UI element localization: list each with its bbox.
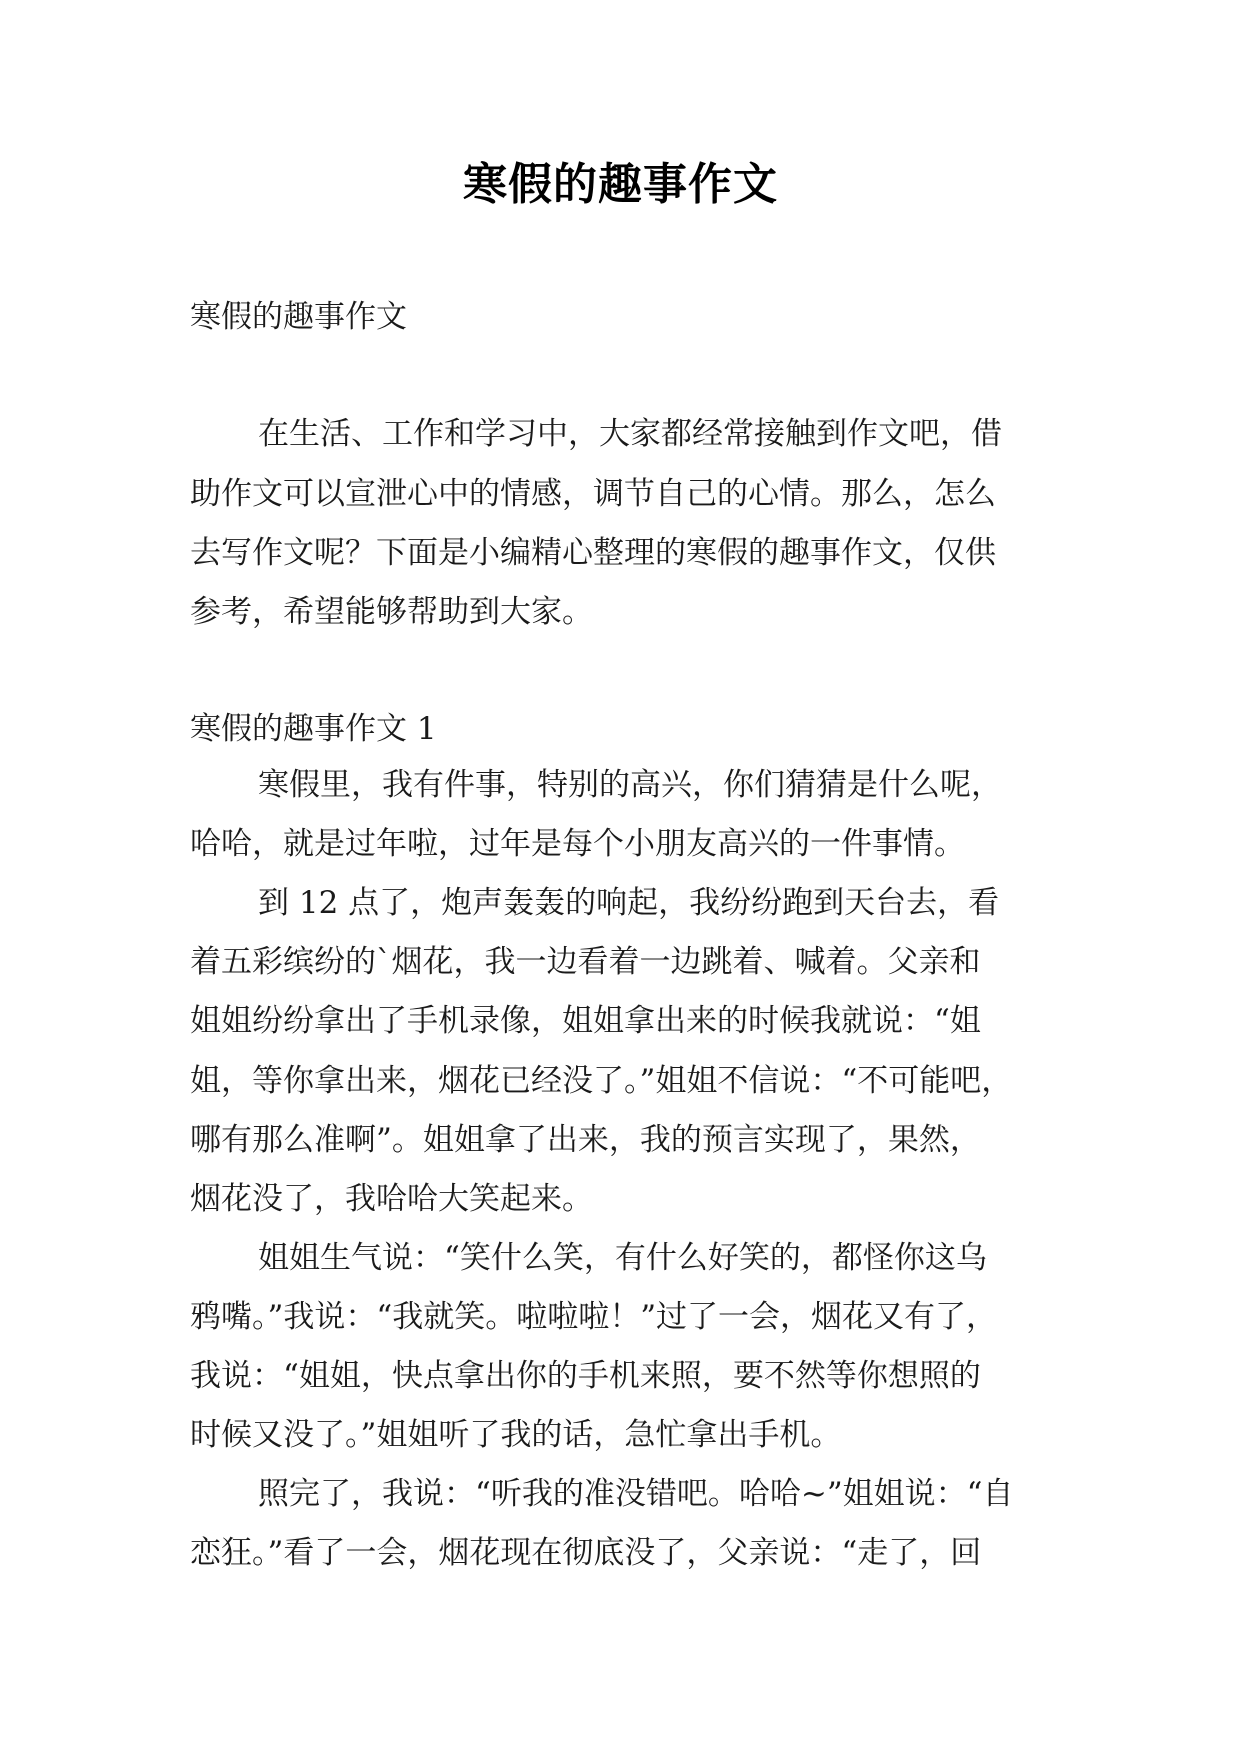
paragraph-line: 姐姐生气说：“笑什么笑，有什么好笑的，都怪你这乌 xyxy=(258,1240,987,1276)
intro-line: 参考，希望能够帮助到大家。 xyxy=(190,594,593,630)
paragraph-line: 恋狂。”看了一会，烟花现在彻底没了，父亲说：“走了，回 xyxy=(190,1535,982,1571)
paragraph-line: 哪有那么准啊”。姐姐拿了出来，我的预言实现了，果然， xyxy=(190,1122,981,1158)
paragraph-line: 到 12 点了，炮声轰轰的响起，我纷纷跑到天台去，看 xyxy=(258,885,1000,921)
paragraph-line: 寒假里，我有件事，特别的高兴，你们猜猜是什么呢， xyxy=(258,767,1002,803)
paragraph-line: 照完了，我说：“听我的准没错吧。哈哈~”姐姐说：“自 xyxy=(258,1476,1014,1512)
paragraph-line: 着五彩缤纷的`烟花，我一边看着一边跳着、喊着。父亲和 xyxy=(190,944,981,980)
document-title: 寒假的趣事作文 xyxy=(463,159,778,210)
intro-line: 去写作文呢？下面是小编精心整理的寒假的趣事作文，仅供 xyxy=(190,535,996,571)
paragraph-line: 鸦嘴。”我说：“我就笑。啦啦啦！”过了一会，烟花又有了， xyxy=(190,1299,998,1335)
paragraph-line: 姐，等你拿出来，烟花已经没了。”姐姐不信说：“不可能吧， xyxy=(190,1063,1013,1099)
document-subtitle: 寒假的趣事作文 xyxy=(190,299,407,335)
intro-line: 在生活、工作和学习中，大家都经常接触到作文吧，借 xyxy=(258,416,1002,452)
section-heading: 寒假的趣事作文 1 xyxy=(190,711,437,747)
intro-line: 助作文可以宣泄心中的情感，调节自己的心情。那么，怎么 xyxy=(190,476,996,512)
paragraph-line: 时候又没了。”姐姐听了我的话，急忙拿出手机。 xyxy=(190,1417,842,1453)
paragraph-line: 姐姐纷纷拿出了手机录像，姐姐拿出来的时候我就说：“姐 xyxy=(190,1003,981,1039)
paragraph-line: 烟花没了，我哈哈大笑起来。 xyxy=(190,1181,593,1217)
paragraph-line: 哈哈，就是过年啦，过年是每个小朋友高兴的一件事情。 xyxy=(190,826,965,862)
paragraph-line: 我说：“姐姐，快点拿出你的手机来照，要不然等你想照的 xyxy=(190,1358,981,1394)
